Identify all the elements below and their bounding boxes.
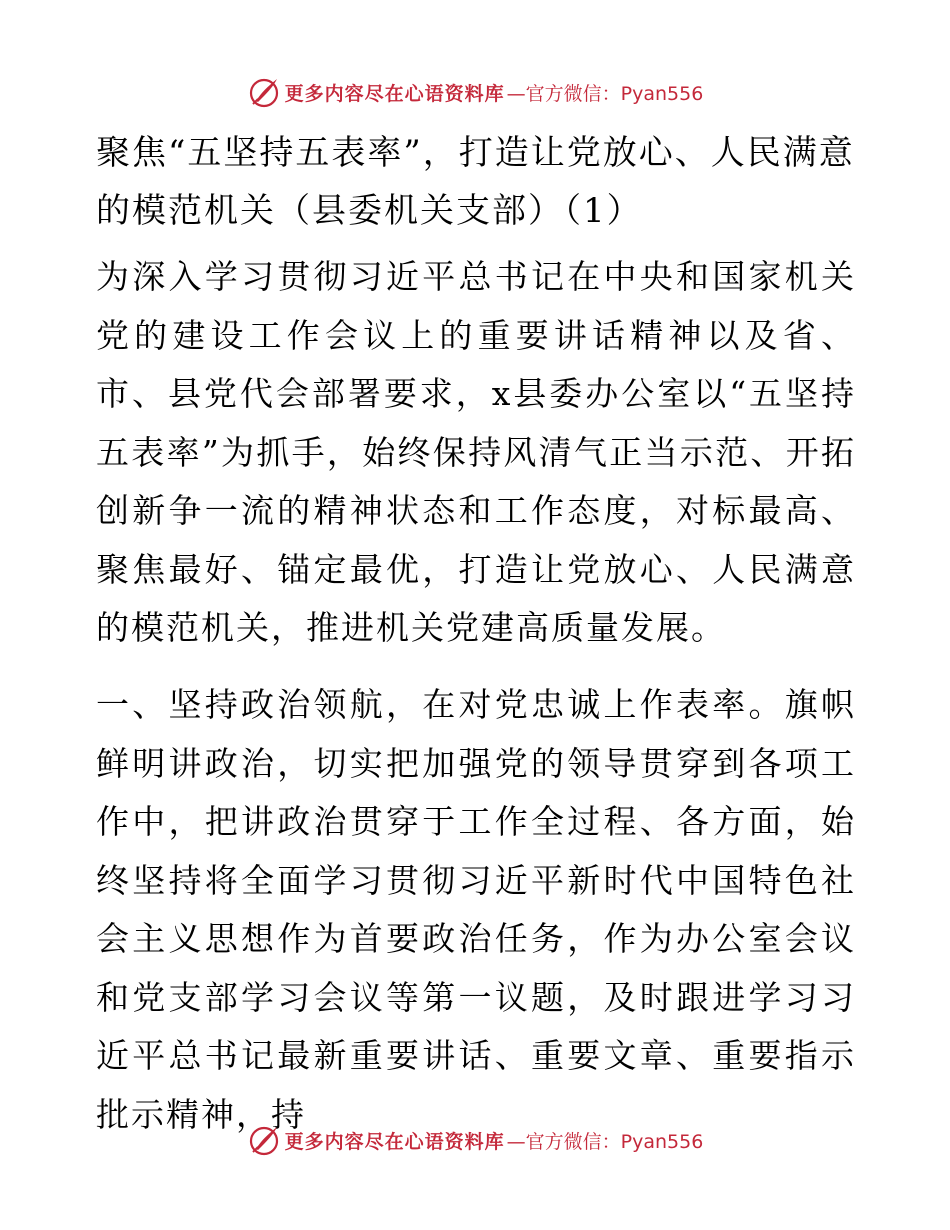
watermark-wechat-text: —官方微信：Pyan556 bbox=[506, 1130, 704, 1153]
document-title: 聚焦“五坚持五表率”，打造让党放心、人民满意的模范机关（县委机关支部）（1） bbox=[96, 133, 855, 231]
watermark-wechat-text: —官方微信：Pyan556 bbox=[506, 82, 704, 105]
watermark-banner-top bbox=[0, 70, 950, 114]
watermark-banner-bottom bbox=[0, 1118, 950, 1162]
quill-logo-icon bbox=[247, 1123, 281, 1157]
paragraph-section-one: 一、坚持政治领航，在对党忠诚上作表率。旗帜鲜明讲政治，切实把加强党的领导贯穿到各项工作中，把讲政治贯穿于工作全过程、各方面，始终坚持将全面学习贯彻习近平新时代中国特色社会主义思想作为首要政治任务，作为办公室会议和党支部学习会议等第一议题，及时跟进学习习近平总书记最新重要讲话、重要文章、重要指示批示精神，持 bbox=[96, 685, 856, 1134]
quill-logo-icon bbox=[247, 75, 281, 109]
watermark-main-text: 更多内容尽在心语资料库 bbox=[284, 1130, 505, 1153]
paragraph-intro: 为深入学习贯彻习近平总书记在中央和国家机关党的建设工作会议上的重要讲话精神以及省、市、县党代会部署要求，x县委办公室以“五坚持五表率”为抓手，始终保持风清气正当示范、开拓创新争一流的精神状态和工作态度，对标最高、聚焦最好、锚定最优，打造让党放心、人民满意的模范机关，推进机关党建高质量发展。 bbox=[96, 257, 856, 647]
watermark-main-text: 更多内容尽在心语资料库 bbox=[284, 82, 505, 105]
